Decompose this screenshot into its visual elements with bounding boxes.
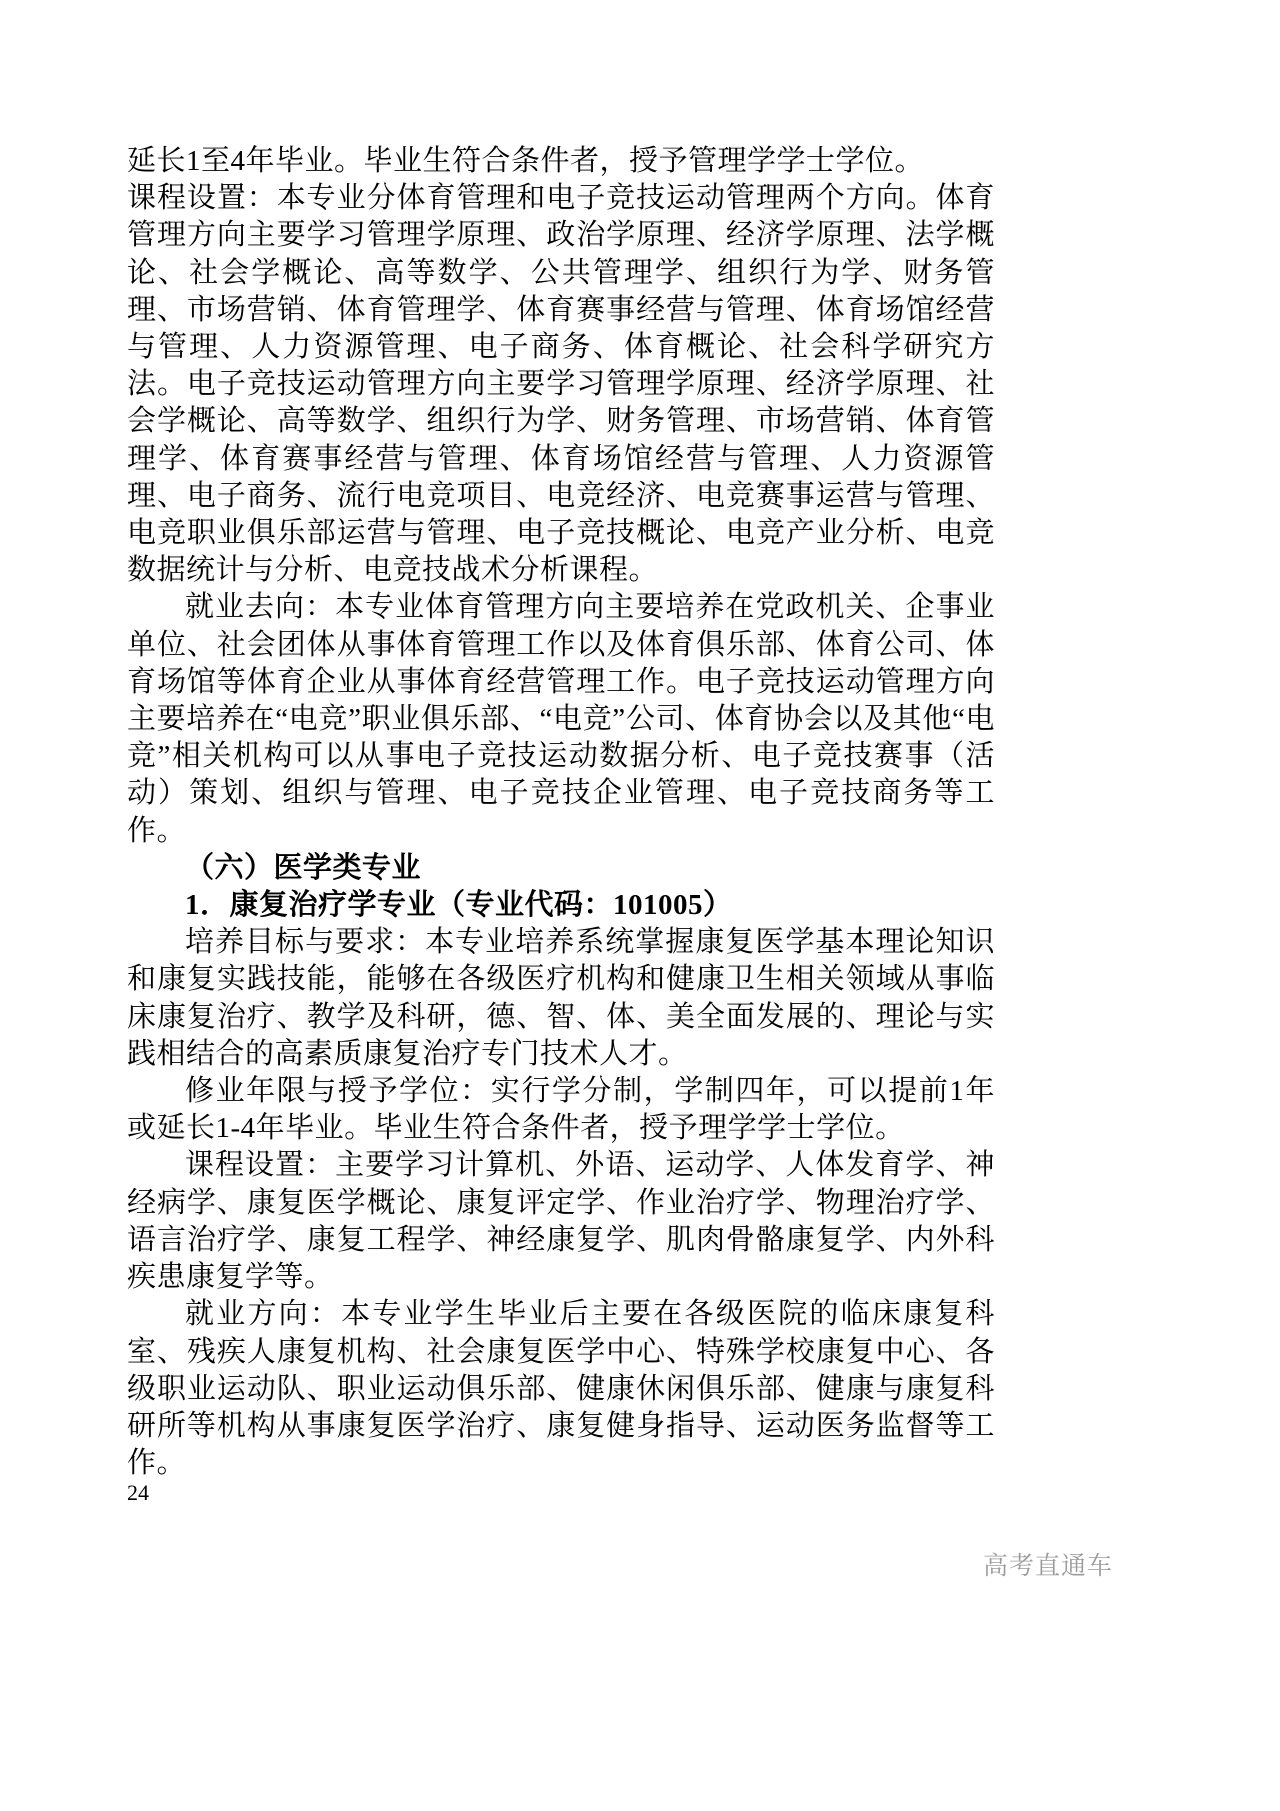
paragraph-degree-note-continuation: 延长1至4年毕业。毕业生符合条件者，授予管理学学士学位。 (127, 145, 925, 177)
paragraph-training-objectives: 培养目标与要求：本专业培养系统掌握康复医学基本理论知识和康复实践技能，能够在各级医疗机构和健康卫生相关领域从事临床康复治疗、教学及科研，德、智、体、美全面发展的、理论与实践相结合的高素质康复治疗专门技术人才。 (127, 926, 995, 1070)
watermark-gaokao-express: 高考直通车 (983, 1553, 1114, 1580)
paragraph-curriculum-rehabilitation: 课程设置：主要学习计算机、外语、运动学、人体发育学、神经病学、康复医学概论、康复评定学、作业治疗学、物理治疗学、语言治疗学、康复工程学、神经康复学、肌肉骨骼康复学、内外科疾患康复学等。 (127, 1149, 995, 1294)
paragraph-study-period-degree: 修业年限与授予学位：实行学分制，学制四年，可以提前1年或延长1-4年毕业。毕业生符合条件者，授予理学学士学位。 (127, 1075, 995, 1145)
paragraph-employment-sports-esports: 就业去向：本专业体育管理方向主要培养在党政机关、企事业单位、社会团体从事体育管理工作以及体育俱乐部、体育公司、体育场馆等体育企业从事体育经营管理工作。电子竞技运动管理方向主要培养在“电竞”职业俱乐部、“电竞”公司、体育协会以及其他“电竞”相关机构可以从事电子竞技运动数据分析、电子竞技赛事（活动）策划、组织与管理、电子竞技企业管理、电子竞技商务等工作。 (127, 591, 995, 847)
paragraph-curriculum-sports-esports: 课程设置：本专业分体育管理和电子竞技运动管理两个方向。体育管理方向主要学习管理学原理、政治学原理、经济学原理、法学概论、社会学概论、高等数学、公共管理学、组织行为学、财务管理、市场营销、体育管理学、体育赛事经营与管理、体育场馆经营与管理、人力资源管理、电子商务、体育概论、社会科学研究方法。电子竞技运动管理方向主要学习管理学原理、经济学原理、社会学概论、高等数学、组织行为学、财务管理、市场营销、体育管理学、体育赛事经营与管理、体育场馆经营与管理、人力资源管理、电子商务、流行电竞项目、电竞经济、电竞赛事运营与管理、电竞职业俱乐部运营与管理、电子竞技概论、电竞产业分析、电竞数据统计与分析、电竞技战术分析课程。 (127, 182, 995, 587)
page-number: 24 (127, 1480, 149, 1505)
paragraph-employment-rehabilitation: 就业方向：本专业学生毕业后主要在各级医院的临床康复科室、残疾人康复机构、社会康复医学中心、特殊学校康复中心、各级职业运动队、职业运动俱乐部、健康休闲俱乐部、健康与康复科研所等机构从事康复医学治疗、康复健身指导、运动医务监督等工作。 (127, 1298, 995, 1480)
document-body (127, 143, 995, 1482)
section-heading-medical-majors: （六）医学类专业 (185, 851, 422, 884)
major-heading-rehabilitation-therapy: 1．康复治疗学专业（专业代码：101005） (185, 889, 733, 922)
